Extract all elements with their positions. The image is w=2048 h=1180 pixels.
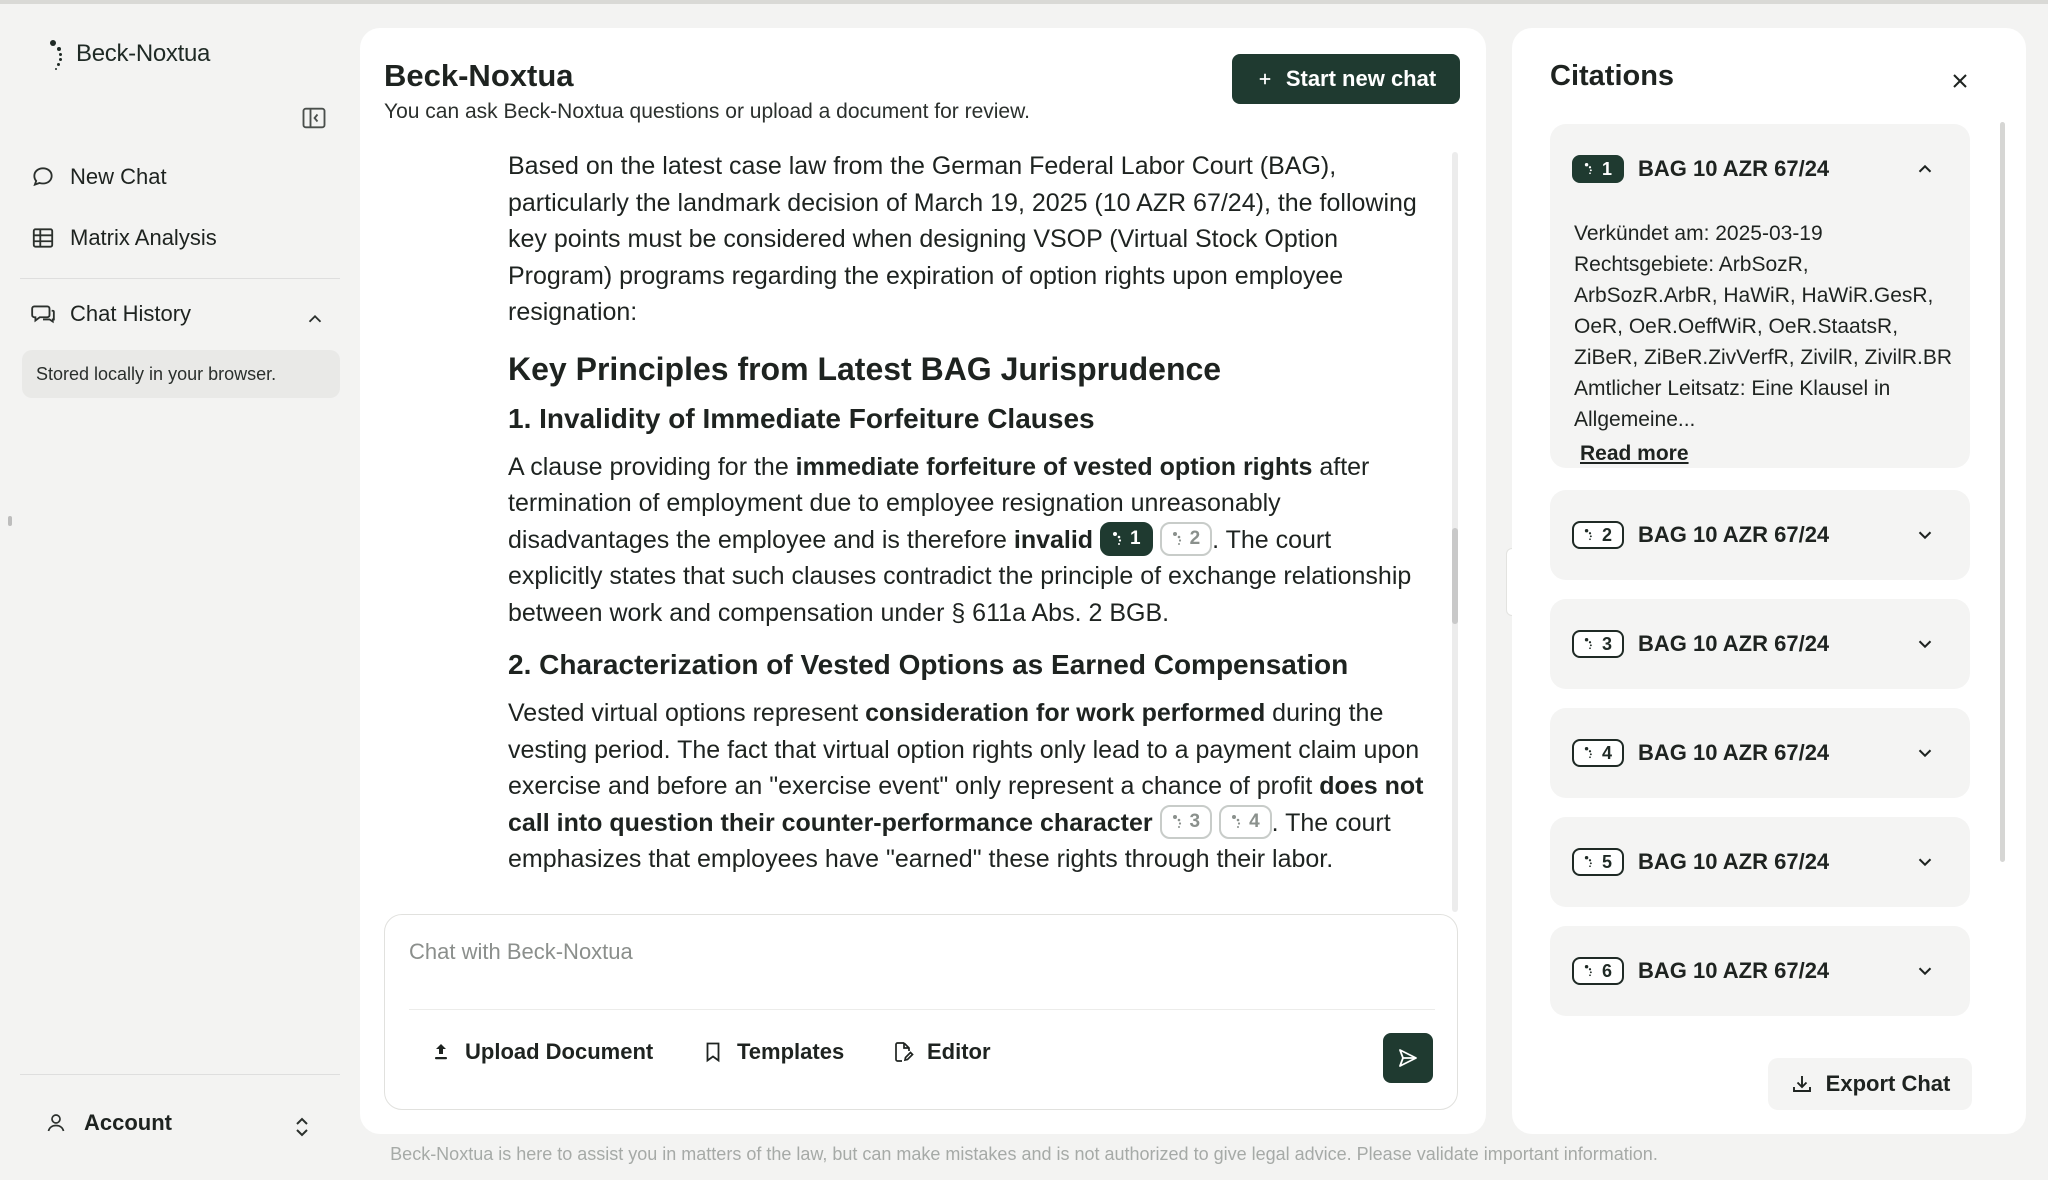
citations-list (1512, 28, 2026, 1058)
app-logo[interactable] (46, 34, 210, 74)
chat-panel (360, 28, 1486, 1134)
citation-chip-3[interactable]: 3 (1160, 805, 1213, 839)
logo-mark-icon (1112, 531, 1126, 547)
chat-scrollbar-thumb[interactable] (1452, 528, 1458, 624)
citation-card-header[interactable] (1572, 708, 1829, 798)
upload-icon (429, 1040, 453, 1064)
logo-mark-icon (1584, 964, 1596, 978)
page-title: Beck-Noxtua (384, 58, 574, 93)
citation-card-1 (1550, 124, 1970, 468)
message-intro: Based on the latest case law from the German Federal Labor Court (BAG), particularly the landmark decision of March 19, 2025 (10 AZR 67/24), the following key points must be considered when designing VSOP (Virtual Stock Option Program) programs regarding the expiration of option rights upon employee resignation: (508, 152, 1417, 326)
chat-bubble-icon (30, 164, 56, 190)
citation-name: BAG 10 AZR 67/24 (1638, 740, 1830, 765)
logo-mark-icon (1584, 855, 1596, 869)
plus-icon (1256, 70, 1274, 88)
chevron-up-down-icon[interactable] (292, 1114, 312, 1140)
close-citations-button[interactable] (1940, 62, 1980, 102)
citation-card-5[interactable] (1550, 817, 1970, 907)
start-new-chat-label: Start new chat (1285, 66, 1437, 91)
chevron-up-icon[interactable] (1914, 158, 1936, 180)
message-heading: Key Principles from Latest BAG Jurisprudence (508, 350, 1222, 387)
logo-mark-icon (46, 34, 70, 74)
citation-badge: 2 (1572, 521, 1624, 549)
logo-mark-icon (1584, 746, 1596, 760)
table-grid-icon (30, 225, 56, 251)
composer-divider (409, 1009, 1435, 1010)
chat-composer (384, 914, 1458, 1110)
chat-input[interactable] (409, 939, 1409, 965)
chevron-down-icon[interactable] (1914, 524, 1936, 546)
upload-document-button[interactable] (429, 1039, 653, 1065)
legal-disclaimer: Beck-Noxtua is here to assist you in matters of the law, but can make mistakes and is not authorized to give legal advice. Please validate important information. (390, 1144, 1658, 1164)
export-chat-label: Export Chat (1825, 1071, 1951, 1096)
citation-card-header[interactable] (1572, 490, 1829, 580)
citation-badge: 4 (1572, 739, 1624, 767)
chevron-down-icon[interactable] (1914, 633, 1936, 655)
section-paragraph: A clause providing for the immediate forfeiture of vested option rights after termination of employment due to employee resignation unreasonably disadvantages the employee and is therefore invalid 1 2 . The court explicitly states that such clauses contradict the principle of exchange relationship between work and compensation under § 611a Abs. 2 BGB. (508, 452, 1412, 627)
assistant-message (508, 148, 1428, 938)
section-heading: 2. Characterization of Vested Options as Earned Compensation (508, 649, 1349, 680)
citation-card-header[interactable] (1572, 599, 1829, 689)
send-icon (1396, 1046, 1420, 1070)
citations-title: Citations (1550, 60, 1675, 92)
logo-mark-icon (1172, 531, 1186, 547)
upload-document-label: Upload Document (465, 1039, 654, 1064)
send-button[interactable] (1383, 1033, 1433, 1083)
citation-card-header[interactable] (1572, 817, 1829, 907)
citation-badge: 3 (1572, 630, 1624, 658)
citation-card-2[interactable] (1550, 490, 1970, 580)
logo-mark-icon (1172, 814, 1186, 830)
citation-name: BAG 10 AZR 67/24 (1638, 958, 1830, 983)
citation-name: BAG 10 AZR 67/24 (1638, 631, 1830, 656)
account-button[interactable] (44, 1110, 172, 1136)
citation-chip-1[interactable]: 1 (1100, 522, 1153, 556)
chat-history-icon (30, 301, 56, 327)
citation-chip-2[interactable]: 2 (1160, 522, 1213, 556)
templates-label: Templates (737, 1039, 845, 1064)
chevron-down-icon[interactable] (1914, 742, 1936, 764)
logo-mark-icon (1584, 637, 1596, 651)
sidebar-item-label: New Chat (70, 164, 167, 189)
citation-badge: 5 (1572, 848, 1624, 876)
citation-card-header[interactable] (1572, 124, 1829, 214)
citation-card-header[interactable] (1572, 926, 1829, 1016)
sidebar-divider (20, 278, 340, 279)
citation-name: BAG 10 AZR 67/24 (1638, 849, 1830, 874)
citations-scrollbar[interactable] (2000, 122, 2005, 862)
logo-mark-icon (1231, 814, 1245, 830)
export-chat-button[interactable] (1768, 1058, 1972, 1110)
collapse-sidebar-icon[interactable] (300, 104, 328, 132)
editor-button[interactable] (891, 1039, 991, 1065)
sidebar-item-new-chat[interactable] (30, 164, 167, 190)
templates-button[interactable] (701, 1039, 844, 1065)
logo-mark-icon (1584, 162, 1596, 176)
close-icon (1948, 69, 1972, 93)
citation-chip-4[interactable]: 4 (1219, 805, 1272, 839)
chevron-down-icon[interactable] (1914, 851, 1936, 873)
citation-name: BAG 10 AZR 67/24 (1638, 522, 1830, 547)
citation-badge: 1 (1572, 155, 1624, 183)
chat-history-note: Stored locally in your browser. (22, 350, 340, 398)
sidebar-item-chat-history[interactable] (30, 301, 191, 327)
sidebar-item-label: Matrix Analysis (70, 225, 217, 250)
citation-details: Verkündet am: 2025-03-19 Rechtsgebiete: ArbSozR, ArbSozR.ArbR, HaWiR, HaWiR.GesR, OeR, OeR.OeffWiR, OeR.StaatsR, ZiBeR, ZiBeR.ZivVerfR, ZivilR, ZivilR.BR Amtlicher Leitsatz: Eine Klausel in Allgemeine... (1574, 222, 1953, 431)
section-paragraph: Vested virtual options represent consideration for work performed during the vesting period. The fact that virtual option rights only lead to a payment claim upon exercise and before an "exercise event" only represent a chance of profit does not call into question their counter-performance character 3 4 . The court emphasizes that employees have "earned" these rights through their labor. (508, 699, 1424, 873)
account-label: Account (84, 1110, 172, 1135)
page-subtitle: You can ask Beck-Noxtua questions or upload a document for review. (384, 100, 1030, 123)
editor-label: Editor (927, 1039, 991, 1064)
document-edit-icon (891, 1040, 915, 1064)
citation-card-4[interactable] (1550, 708, 1970, 798)
user-icon (44, 1111, 68, 1135)
sidebar (0, 4, 360, 1180)
sidebar-item-label: Chat History (70, 301, 192, 326)
start-new-chat-button[interactable] (1232, 54, 1460, 104)
citation-name: BAG 10 AZR 67/24 (1638, 156, 1830, 181)
logo-mark-icon (1584, 528, 1596, 542)
chevron-up-icon[interactable] (304, 308, 326, 330)
logo-text: Beck-Noxtua (76, 40, 211, 67)
section-heading: 1. Invalidity of Immediate Forfeiture Clauses (508, 402, 1095, 434)
citation-card-3[interactable] (1550, 599, 1970, 689)
read-more-link[interactable]: Read more (1580, 442, 1689, 465)
bookmark-icon (701, 1040, 725, 1064)
sidebar-divider (20, 1074, 340, 1075)
download-icon (1790, 1072, 1814, 1096)
citations-panel (1512, 28, 2026, 1134)
citation-card-6[interactable] (1550, 926, 1970, 1016)
citation-badge: 6 (1572, 957, 1624, 985)
sidebar-item-matrix-analysis[interactable] (30, 225, 217, 251)
chevron-down-icon[interactable] (1914, 960, 1936, 982)
